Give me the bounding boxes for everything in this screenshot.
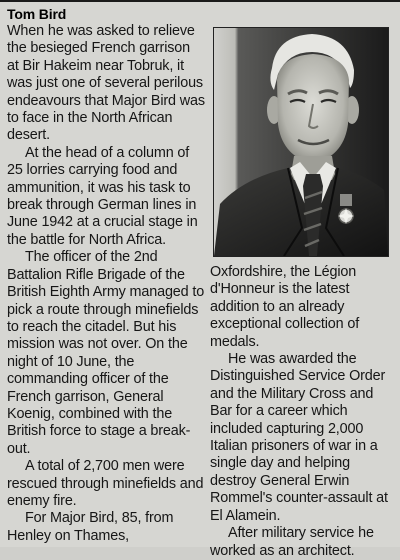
left-column [7,5,205,545]
portrait-image [214,28,388,256]
paragraph-7: He was awarded the Distinguished Service Order and the Military Cross and Bar for a career which included capturing 2,000 Italian prisoners of war in a single day and helping destroy General Erwin Rommel's counter-assault at El Alamein. [210,351,388,524]
paragraph-2: At the head of a column of 25 lorries carrying food and ammunition, it was his task to break through German lines in June 1942 at a crucial stage in the battle for North Africa. [7,144,198,248]
paragraph-1: When he was asked to relieve the besieged French garrison at Bir Hakeim near Tobruk, it was just one of several perilous endeavours that Major Bird was to face in the North African desert. [7,23,205,144]
paragraph-8: After military service he worked as an architect. [210,525,374,559]
paragraph-6: Oxfordshire, the Légion d'Honneur is the latest addition to an already exceptional collection of medals. [210,264,360,350]
paragraph-3: The officer of the 2nd Battalion Rifle Brigade of the British Eighth Army managed to pick a route through minefields to reach the citadel. But his mission was not over. On the night of 10 June, the commanding officer of the French garrison, General Koenig, combined with the British force to stage a break-out. [7,249,205,457]
paragraph-4: A total of 2,700 men were rescued through minefields and enemy fire. [7,458,204,509]
right-column [210,264,396,560]
portrait-photo [213,27,389,257]
article-headline: Tom Bird [7,6,67,22]
paragraph-5: For Major Bird, 85, from Henley on Thames, [7,510,174,544]
